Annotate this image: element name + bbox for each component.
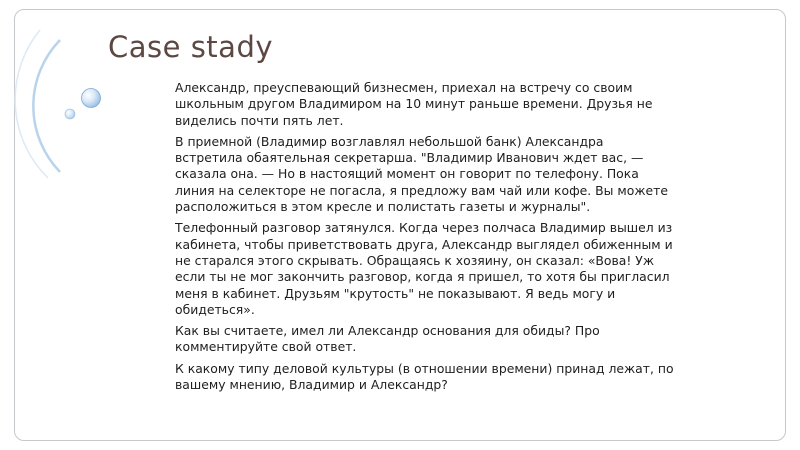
paragraph-intro: Александр, преуспевающий бизнесмен, приехал на встречу со своим школьным другом Владимиром на 10 минут раньше времени. Друзья не виделись почти пять лет.	[175, 80, 653, 128]
decorative-arc	[33, 40, 60, 172]
decorative-orb-small	[65, 109, 75, 119]
paragraph-question-1: Как вы считаете, имел ли Александр основания для обиды? Про комментируйте свой ответ.	[175, 323, 600, 355]
paragraph-reception: В приемной (Владимир возглавлял небольшой банк) Александра встретила обаятельная секретарша. "Владимир Иванович ждет вас, — сказала она. — Но в настоящий момент он говорит по телефону. Пока линия на селекторе не погасла, я предложу вам чай или кофе. Вы можете расположиться в этом кресле и полистать газеты и журналы".	[175, 133, 668, 215]
decorative-arc-outer	[15, 30, 48, 178]
paragraph-phone-call: Телефонный разговор затянулся. Когда через полчаса Владимир вышел из кабинета, чтобы приветствовать друга, Александр выглядел обиженным и не старался этого скрывать. Обращаясь к хозяину, он сказал: «Вова! Уж если ты не мог закончить разговор, когда я пришел, то хотя бы пригласил меня в кабинет. Друзьям "крутость" не показывают. Я ведь могу и обидеться».	[175, 220, 673, 317]
slide-body	[175, 80, 675, 398]
paragraph-question-2: К какому типу деловой культуры (в отношении времени) принад лежат, по вашему мнению, Владимир и Александр?	[175, 360, 674, 393]
decorative-orb-large	[82, 89, 101, 108]
slide-title: Case stady	[108, 30, 274, 64]
